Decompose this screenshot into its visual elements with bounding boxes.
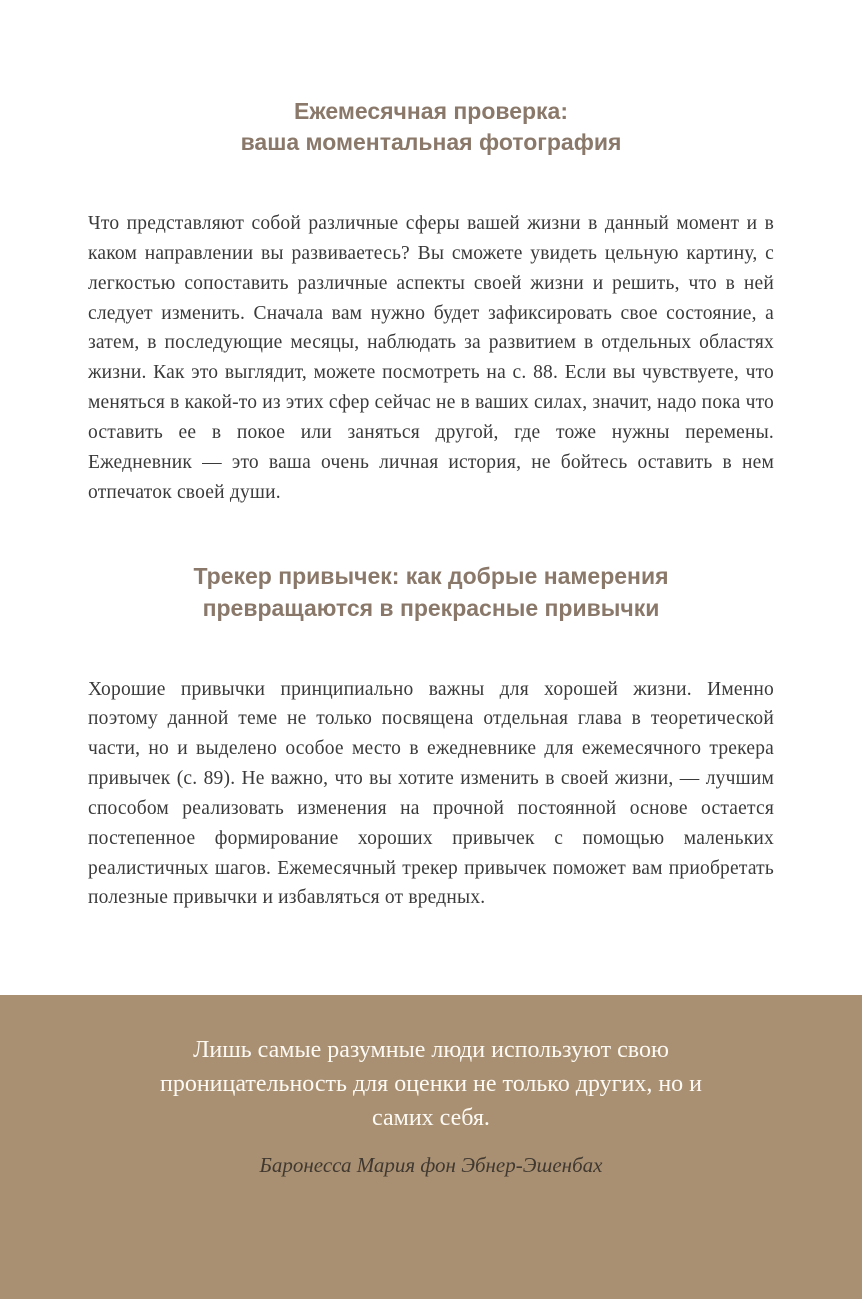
quote-attribution: Баронесса Мария фон Эбнер-Эшенбах <box>259 1153 603 1178</box>
quote-block <box>0 995 862 1299</box>
heading-line: превращаются в прекрасные привычки <box>202 594 660 621</box>
section-heading-habit-tracker <box>88 507 774 623</box>
body-paragraph-habit-tracker: Хорошие привычки принципиально важны для хорошей жизни. Именно поэтому данной теме не только посвящена отдельная глава в теоретической части, но и выделено особое место в ежедневнике для ежемесячного трекера привычек (с. 89). Не важно, что вы хотите изменить в своей жизни, — лучшим способом реализовать изменения на прочной постоянной основе остается постепенное формирование хороших привычек с помощью маленьких реалистичных шагов. Ежемесячный трекер привычек поможет вам приобретать полезные привычки и избавляться от вредных. <box>88 678 774 909</box>
quote-text: Лишь самые разумные люди используют свою проницательность для оценки не только других, но и самих себя. <box>159 1037 703 1132</box>
body-paragraph-monthly-check: Что представляют собой различные сферы вашей жизни в данный момент и в каком направлении вы развиваетесь? Вы сможете увидеть цельную картину, с легкостью сопоставить различные аспекты своей жизни и решить, что в ней следует изменить. Сначала вам нужно будет зафиксировать свое состояние, а затем, в последующие месяцы, наблюдать за развитием в отдельных областях жизни. Как это выглядит, можете посмотреть на с. 88. Если вы чувствуете, что меняться в какой-то из этих сфер сейчас не в ваших силах, значит, надо пока что оставить ее в покое или заняться другой, где тоже нужны перемены. Ежедневник — это ваша очень личная история, не бойтесь оставить в нем отпечаток своей души. <box>88 213 774 503</box>
heading-line: Ежемесячная проверка: <box>293 98 569 124</box>
section-heading-monthly-check <box>88 0 774 158</box>
heading-line: ваша моментальная фотография <box>240 129 622 156</box>
heading-line: Трекер привычек: как добрые намерения <box>193 563 669 590</box>
